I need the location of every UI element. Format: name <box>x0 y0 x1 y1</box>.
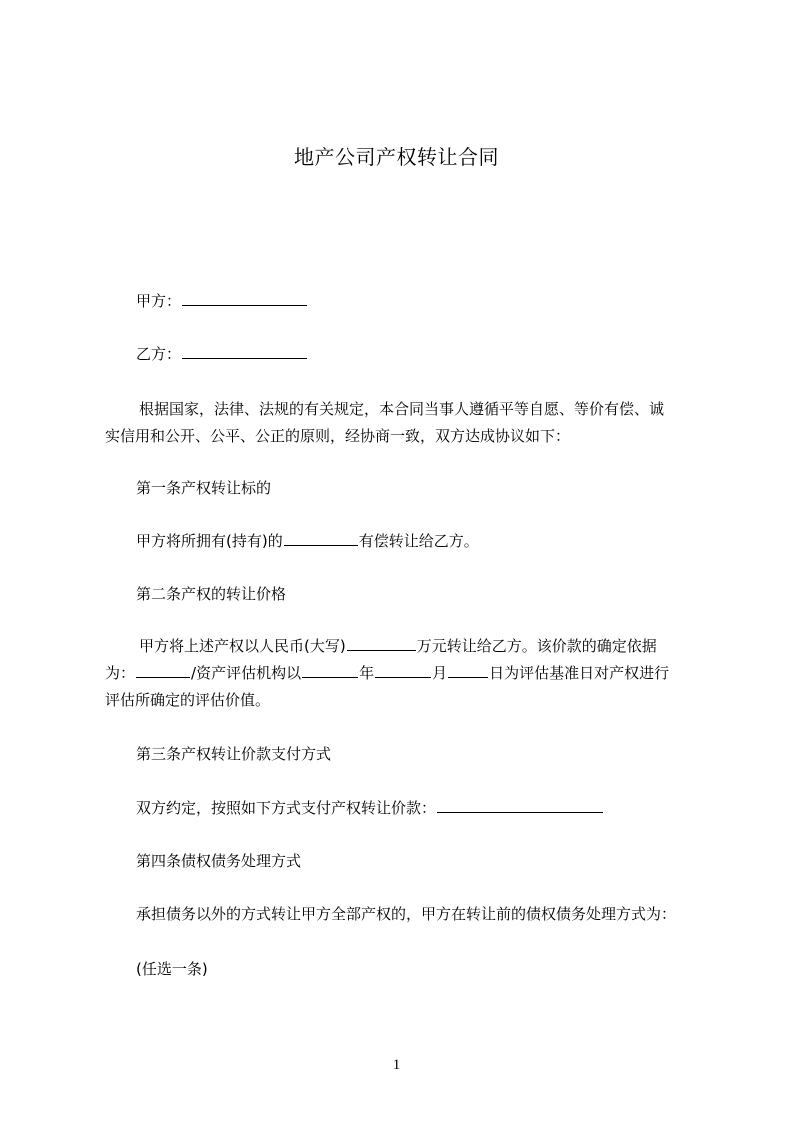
article2-line-2 <box>105 660 705 687</box>
article2-paragraph <box>105 633 705 714</box>
article4-option-note: (任选一条) <box>136 960 208 978</box>
article2-heading: 第二条产权的转让价格 <box>136 585 287 603</box>
article4-text: 承担债务以外的方式转让甲方全部产权的，甲方在转让前的债权债务处理方式为： <box>136 905 677 923</box>
article1-text <box>136 530 479 552</box>
preamble-line-1: 根据国家，法律、法规的有关规定，本合同当事人遵循平等自愿、等价有偿、诚 <box>139 400 665 418</box>
article2-line2-c: 年 <box>359 664 375 682</box>
preamble-paragraph <box>105 396 705 450</box>
article3-blank <box>437 797 603 813</box>
document-title: 地产公司产权转让合同 <box>294 145 499 169</box>
article2-line2-a: 为： <box>105 664 136 682</box>
article2-line2-d: 月 <box>432 664 448 682</box>
preamble-line-2: 实信用和公开、公平、公正的原则，经协商一致，双方达成协议如下： <box>105 427 571 445</box>
party-a-blank <box>182 290 307 306</box>
article1-heading: 第一条产权转让标的 <box>136 479 272 497</box>
article4-heading: 第四条债权债务处理方式 <box>136 852 302 870</box>
article2-month-blank <box>375 662 431 678</box>
article2-day-blank <box>448 662 488 678</box>
article2-line-3: 评估所确定的评估价值。 <box>105 691 271 709</box>
article2-basis-blank <box>136 662 190 678</box>
article1-blank <box>284 530 358 546</box>
article2-line1-a: 甲方将上述产权以人民币(大写) <box>139 637 346 655</box>
article2-line2-b: /资产评估机构以 <box>191 664 302 682</box>
party-a-line <box>136 290 308 312</box>
party-a-label: 甲方： <box>136 292 182 310</box>
article2-year-blank <box>302 662 358 678</box>
article2-line2-e: 日为评估基准日对产权进行 <box>489 664 670 682</box>
article2-line1-b: 万元转让给乙方。该价款的确定依据 <box>416 637 657 655</box>
article2-amount-blank <box>347 635 416 651</box>
article2-line-1 <box>105 633 705 660</box>
page-number: 1 <box>392 1057 401 1073</box>
article3-text-label: 双方约定，按照如下方式支付产权转让价款： <box>136 799 437 817</box>
article1-text-before: 甲方将所拥有(持有)的 <box>136 532 283 550</box>
article3-text <box>136 797 604 819</box>
party-b-label: 乙方： <box>136 345 182 363</box>
article3-heading: 第三条产权转让价款支付方式 <box>136 745 332 763</box>
party-b-line <box>136 343 308 365</box>
article1-text-after: 有偿转让给乙方。 <box>358 532 479 550</box>
party-b-blank <box>182 343 307 359</box>
